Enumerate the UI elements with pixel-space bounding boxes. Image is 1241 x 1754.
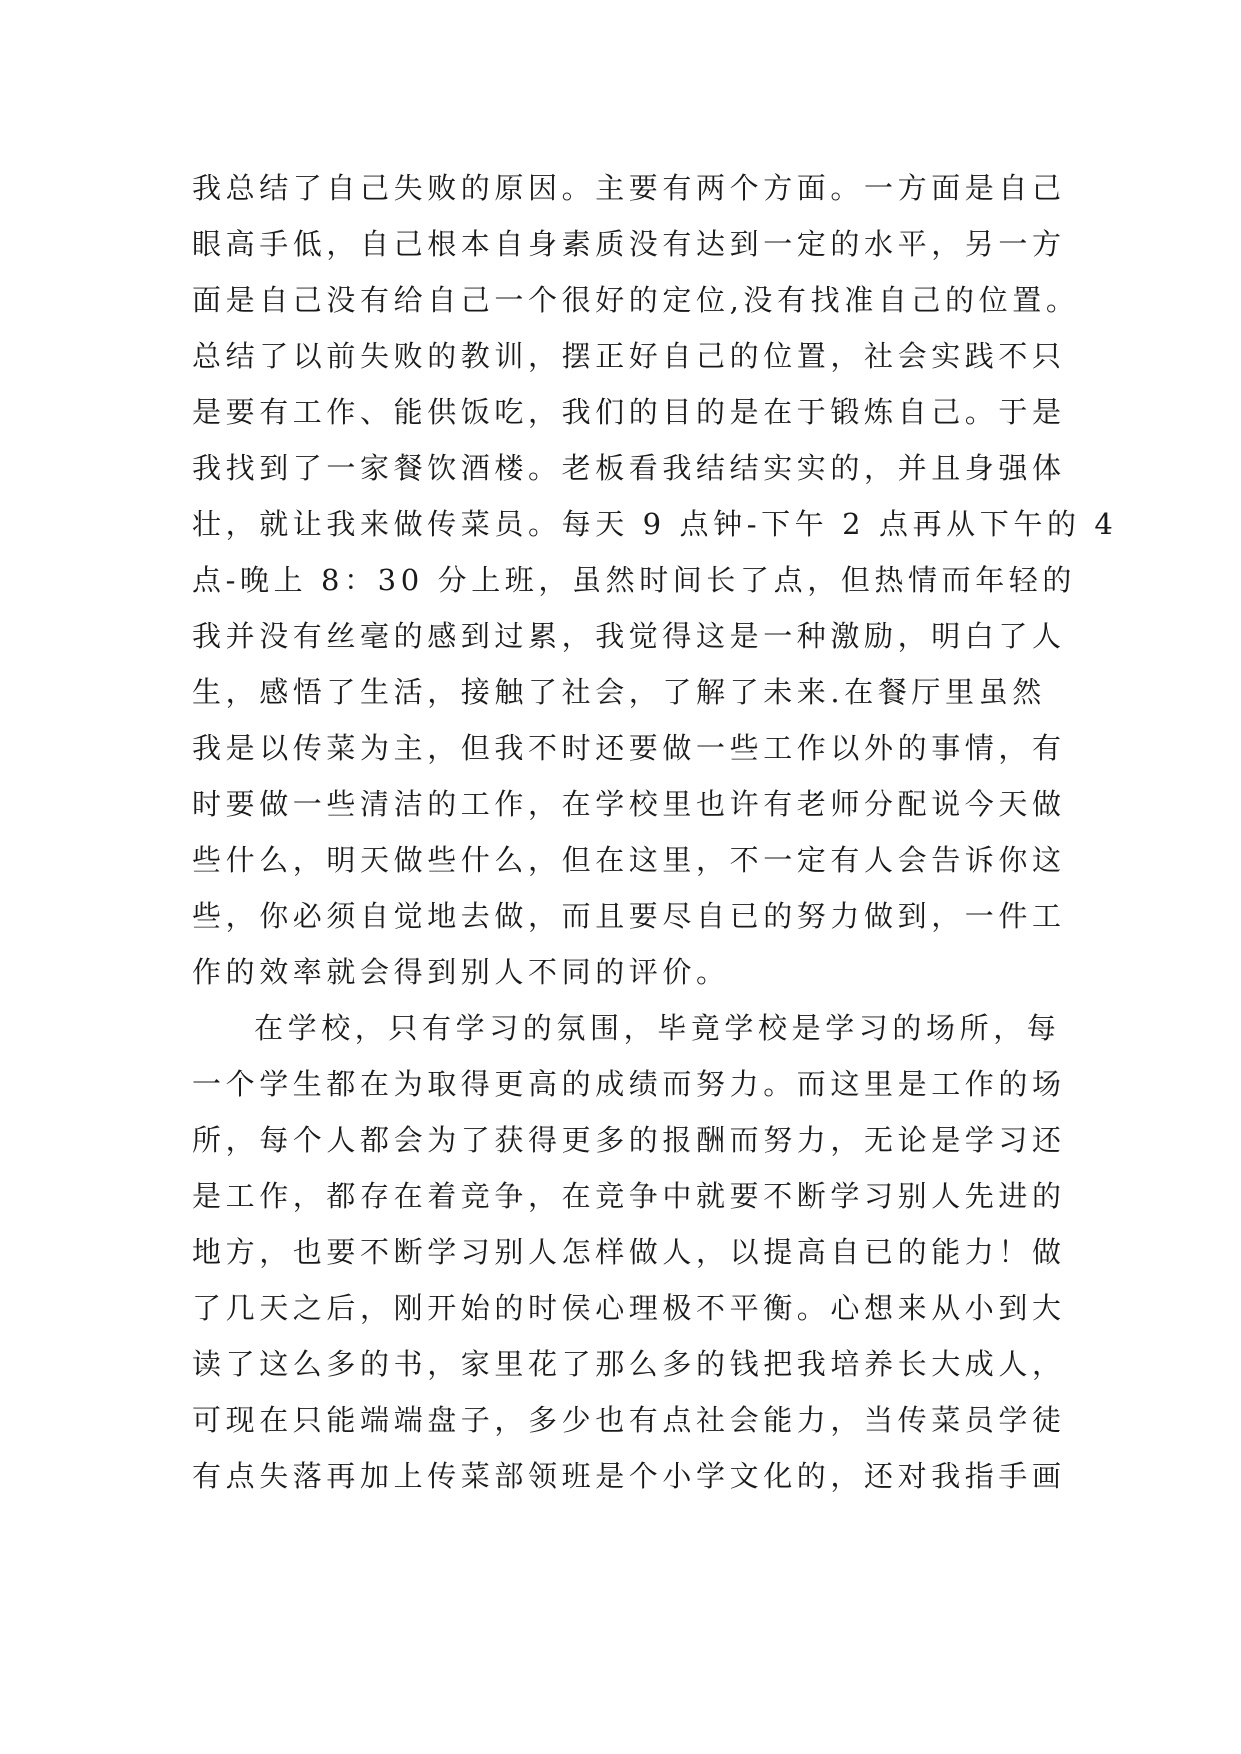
text-line: 读了这么多的书，家里花了那么多的钱把我培养长大成人， [192, 1347, 1066, 1381]
text-line: 作的效率就会得到别人不同的评价。 [192, 955, 730, 989]
text-line: 我找到了一家餐饮酒楼。老板看我结结实实的，并且身强体 [192, 451, 1066, 485]
text-line: 是要有工作、能供饭吃，我们的目的是在于锻炼自己。于是 [192, 395, 1066, 429]
text-line: 所，每个人都会为了获得更多的报酬而努力，无论是学习还 [192, 1123, 1066, 1157]
text-line: 可现在只能端端盘子，多少也有点社会能力，当传菜员学徒 [192, 1403, 1066, 1437]
text-line: 眼高手低，自己根本自身素质没有达到一定的水平，另一方 [192, 227, 1066, 261]
body-text [192, 160, 1118, 1504]
text-line: 我是以传菜为主，但我不时还要做一些工作以外的事情，有 [192, 731, 1066, 765]
text-line: 生，感悟了生活，接触了社会，了解了未来.在餐厅里虽然 [192, 675, 1046, 709]
text-line: 些什么，明天做些什么，但在这里，不一定有人会告诉你这 [192, 843, 1066, 877]
text-line: 了几天之后，刚开始的时侯心理极不平衡。心想来从小到大 [192, 1291, 1066, 1325]
text-line: 是工作，都存在着竞争，在竞争中就要不断学习别人先进的 [192, 1179, 1066, 1213]
paragraph-start-line: 在学校，只有学习的氛围，毕竟学校是学习的场所，每 [254, 1011, 1061, 1045]
text-line: 我总结了自己失败的原因。主要有两个方面。一方面是自己 [192, 171, 1066, 205]
text-line: 时要做一些清洁的工作，在学校里也许有老师分配说今天做 [192, 787, 1066, 821]
text-line: 我并没有丝毫的感到过累，我觉得这是一种激励，明白了人 [192, 619, 1066, 653]
text-line: 有点失落再加上传菜部领班是个小学文化的，还对我指手画 [192, 1459, 1066, 1493]
text-line: 一个学生都在为取得更高的成绩而努力。而这里是工作的场 [192, 1067, 1066, 1101]
text-line: 壮，就让我来做传菜员。每天 9 点钟-下午 2 点再从下午的 4 [192, 507, 1118, 541]
text-line: 些，你必须自觉地去做，而且要尽自已的努力做到，一件工 [192, 899, 1066, 933]
text-line: 总结了以前失败的教训，摆正好自己的位置，社会实践不只 [192, 339, 1066, 373]
text-line: 面是自己没有给自己一个很好的定位,没有找准自己的位置。 [192, 283, 1080, 317]
text-line: 地方，也要不断学习别人怎样做人，以提高自已的能力！做 [192, 1235, 1066, 1269]
text-line: 点-晚上 8：30 分上班，虽然时间长了点，但热情而年轻的 [192, 563, 1076, 597]
